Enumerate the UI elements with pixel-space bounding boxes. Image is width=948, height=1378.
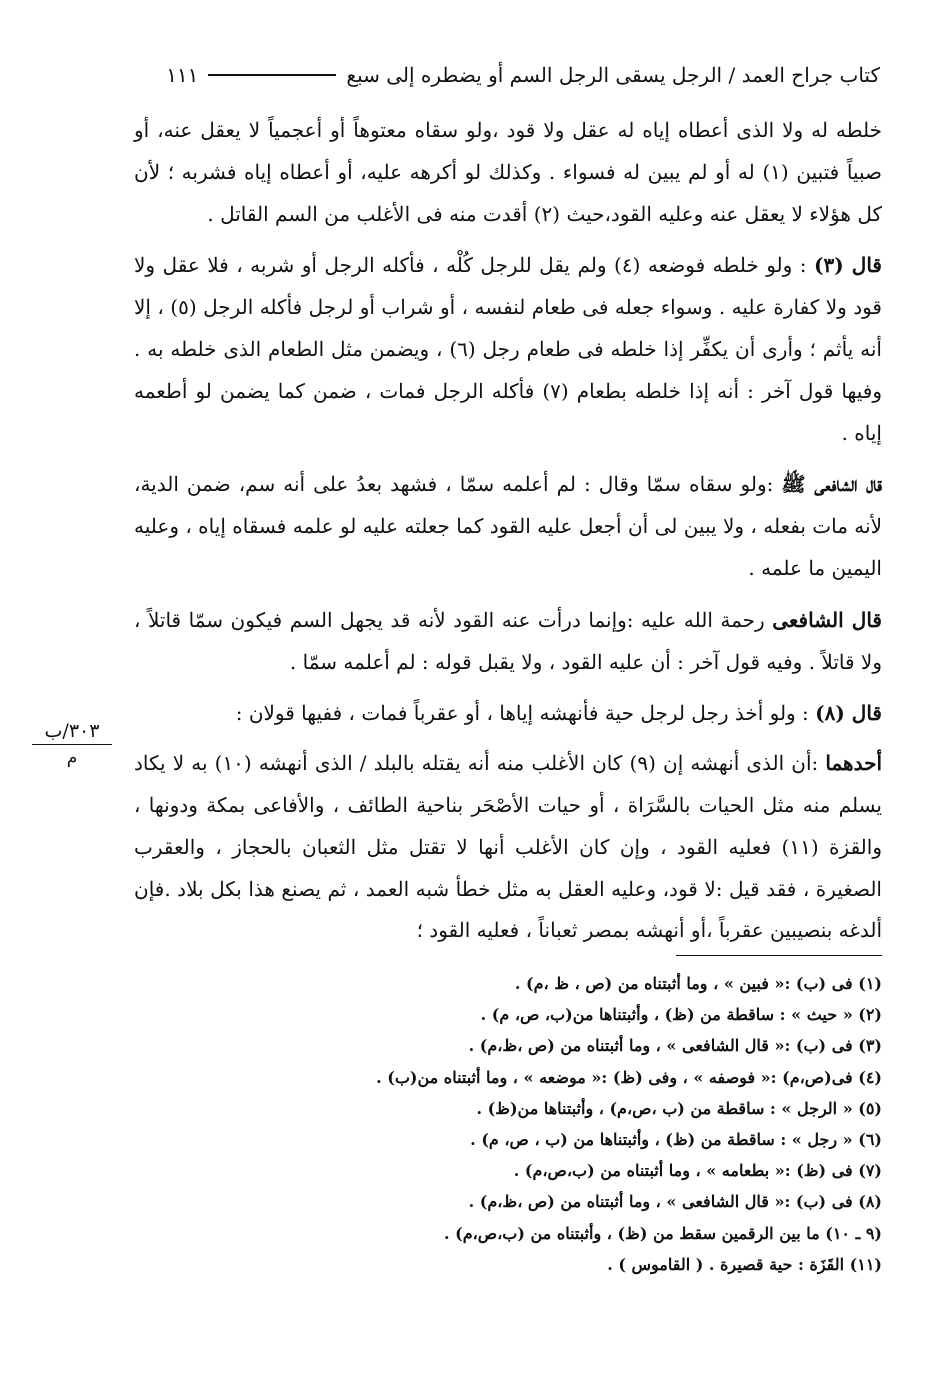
- paragraph: [134, 743, 882, 952]
- footnote-6: (٦) « رجل » : ساقطة من (ظ) ، وأثبتناها من (ب ، ص، م) .: [470, 1130, 882, 1150]
- header-rule: [208, 74, 336, 76]
- paragraph-lead: قال الشافعى: [772, 607, 882, 632]
- footnote-separator: [676, 955, 882, 956]
- footnote-11: (١١) القَزَة : حية قصيرة . ( القاموس ) .: [607, 1254, 882, 1274]
- paragraph: [134, 245, 882, 454]
- margin-note-siglum: م: [66, 748, 78, 768]
- paragraph: [134, 693, 882, 735]
- paragraph-text: : ولو خلطه فوضعه (٤) ولم يقل للرجل كُلْه ، فأكله الرجل أو شربه ، فلا عقل ولا قود ولا كفارة عليه . وسواء جعله فى طعام لنفسه ، أو شراب أو لرجل فأكله الرجل (٥) ، إلا أنه يأثم ؛ وأرى أن يكفِّر إذا خلطه فى طعام رجل (٦) ، ويضمن مثل الطعام الذى خلطه به . وفيها قول آخر : أنه إذا خلطه بطعام (٧) فأكله الرجل فمات ، ضمن كما يضمن لو أطعمه إياه .: [134, 253, 882, 445]
- paragraph: [134, 110, 882, 235]
- paragraph-lead: قال الشافعى ﷺ: [781, 472, 882, 497]
- header-title: كتاب جراح العمد / الرجل يسقى الرجل السم أو يضطره إلى سبع: [346, 63, 880, 87]
- paragraph-text: رحمة الله عليه :وإنما درأت عنه القود لأنه قد يجهل السم فيكون سمّا قاتلاً ، ولا قاتلاً . وفيه قول آخر : أن عليه القود ، ولا يقبل قوله : لم أعلمه سمّا .: [134, 607, 882, 674]
- paragraph: [134, 600, 882, 684]
- footnote-2: (٢) « حيث » : ساقطة من (ظ) ، وأثبتناها من(ب، ص، م) .: [480, 1005, 882, 1025]
- paragraph-text: : ولو أخذ رجل لرجل حية فأنهشه إياها ، أو عقرباً فمات ، ففيها قولان :: [235, 701, 816, 726]
- paragraph-lead: أحدهما: [825, 751, 882, 776]
- main-text: [134, 110, 882, 962]
- footnote-5: (٥) « الرجل » : ساقطة من (ب ،ص،م) ، وأثبتناها من(ظ) .: [476, 1098, 882, 1118]
- paragraph-text: :ولو سقاه سمّا وقال : لم أعلمه سمّا ، فشهد بعدُ على أنه سم، ضمن الدية، لأنه مات بفعله ، ولا يبين لى أن أجعل عليه القود كما جعلته عليه لو علمه فسقاه إياه ، وعليه اليمين ما علمه .: [134, 472, 883, 580]
- paragraph-lead: قال (٨): [815, 701, 882, 726]
- footnote-7: (٧) فى (ظ) :« بطعامه » ، وما أثبتناه من (ب،ص،م) .: [513, 1161, 882, 1181]
- paragraph-lead: قال (٣): [814, 253, 882, 278]
- footnote-4: (٤) فى(ص،م) :« فوصفه » ، وفى (ظ) :« موضعه » ، وما أثبتناه من(ب) .: [376, 1067, 882, 1087]
- paragraph-text: خلطه له ولا الذى أعطاه إياه له عقل ولا قود ،ولو سقاه معتوهاً أو أعجمياً لا يعقل عنه، أو صبياً فتبين (١) له أو لم يبين له فسواء . وكذلك لو أكرهه عليه، أو أعطاه إياه فشربه ؛ لأن كل هؤلاء لا يعقل عنه وعليه القود،حيث (٢) أقدت منه فى الأغلب من السم القاتل .: [134, 118, 882, 226]
- paragraph-text: :أن الذى أنهشه إن (٩) كان الأغلب منه أنه يقتله بالبلد / الذى أنهشه (١٠) به لا يكاد يسلم منه مثل الحيات بالسَّرَاة ، أو حيات الأصْحَر بناحية الطائف ، والأفاعى بمكة ودونها ، والقزة (١١) فعليه القود ، وإن كان الأغلب أنها لا تقتل مثل الثعبان بالحجاز ، والعقرب الصغيرة ، فقد قيل :لا قود، وعليه العقل به مثل خطأ شبه العمد ، ثم يصنع هذا بكل بلاد .فإن ألدغه بنصيبين عقرباً ،أو أنهشه بمصر ثعباناً ، فعليه القود ؛: [134, 751, 882, 943]
- paragraph: [134, 464, 882, 589]
- footnote-8: (٨) فى (ب) :« قال الشافعى » ، وما أثبتناه من (ص ،ظ،م) .: [468, 1192, 882, 1212]
- footnote-9-10: (٩ ـ ١٠) ما بين الرقمين سقط من (ظ) ، وأثبتناه من (ب،ص،م) .: [444, 1223, 882, 1243]
- margin-manuscript-reference: [32, 720, 112, 769]
- margin-note-folio: ٣٠٣/ب: [32, 720, 112, 745]
- running-header: [140, 58, 880, 92]
- footnotes: [300, 968, 882, 1280]
- footnote-1: (١) فى (ب) :« فبين » ، وما أثبتناه من (ص ، ظ ،م) .: [514, 974, 882, 993]
- page-number: ١١١: [166, 63, 199, 87]
- footnote-3: (٣) فى (ب) :« قال الشافعى » ، وما أثبتناه من (ص ،ظ،م) .: [468, 1036, 882, 1056]
